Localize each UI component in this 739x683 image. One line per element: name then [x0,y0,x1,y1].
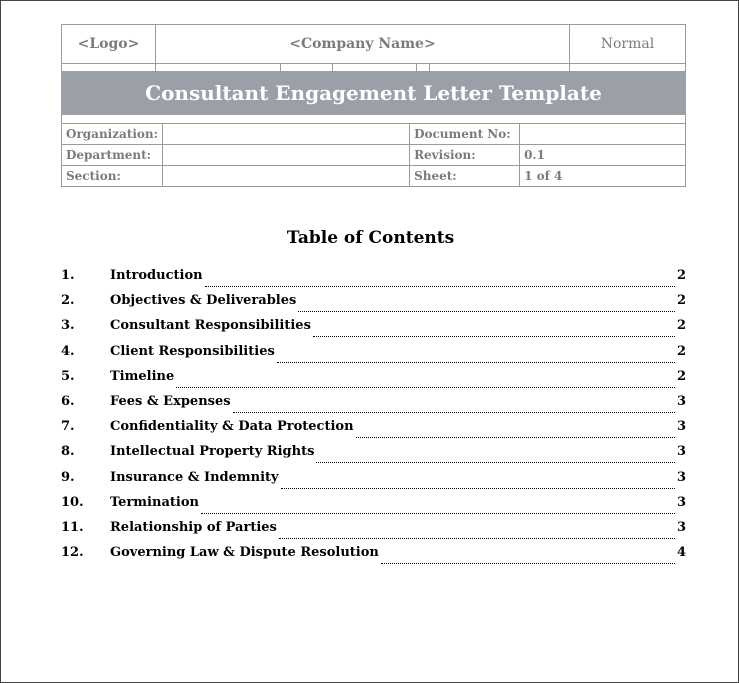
toc-heading: Table of Contents [286,228,455,248]
toc-leader-dots [356,425,675,438]
toc-item-number: 1. [61,268,75,283]
toc-item-label[interactable]: Introduction [110,268,203,283]
toc-leader-dots [205,274,675,287]
toc-item-label[interactable]: Governing Law & Dispute Resolution [110,545,379,561]
toc-leader-dots [277,350,675,363]
toc-leader-dots [233,400,675,413]
toc-item-page: 2 [676,293,686,309]
toc-leader-dots [298,299,675,312]
info-row [62,124,686,145]
toc-item-number: 5. [61,368,75,384]
toc-item[interactable] [61,367,686,392]
toc-item-number: 10. [61,494,84,510]
toc-leader-dots [316,450,675,463]
toc-item[interactable] [61,493,686,518]
toc-item[interactable] [61,266,686,291]
toc-item-label[interactable]: Fees & Expenses [110,393,231,409]
toc-item[interactable] [61,392,686,417]
toc-item-page: 2 [676,343,686,359]
toc-item-number: 8. [61,444,75,460]
toc-item[interactable] [61,442,686,467]
toc-item-number: 9. [61,469,75,485]
revision-label: Revision: [410,145,520,166]
toc-item-number: 7. [61,419,75,435]
toc-item[interactable] [61,417,686,442]
header-table [61,24,686,64]
section-label: Section: [62,166,163,187]
toc-item-number: 3. [61,318,75,334]
toc-item-page: 2 [676,318,686,334]
toc-item-page: 3 [676,393,686,409]
toc-item-label[interactable]: Client Responsibilities [110,343,275,359]
info-row [62,166,686,187]
toc-item-page: 3 [676,444,686,460]
toc-item-number: 2. [61,293,75,309]
toc-leader-dots [281,476,675,489]
logo-placeholder: <Logo> [62,25,156,63]
document-no-label: Document No: [410,124,520,145]
organization-value [163,124,410,145]
toc-item[interactable] [61,468,686,493]
toc-item-label[interactable]: Confidentiality & Data Protection [110,419,354,435]
style-label: Normal [600,36,655,52]
header-divider-ticks [61,64,686,71]
toc-item-label[interactable]: Intellectual Property Rights [110,444,315,460]
toc-item-label[interactable]: Relationship of Parties [110,519,277,535]
title-divider-ticks [61,115,686,123]
organization-label: Organization: [62,124,163,145]
revision-value: 0.1 [520,145,686,166]
toc-item-page: 2 [676,368,686,384]
toc-item-page: 3 [676,519,686,535]
info-row [62,145,686,166]
document-title: Consultant Engagement Letter Template [145,81,602,105]
toc-item-page: 4 [676,545,686,561]
section-value [163,166,410,187]
toc-item-number: 4. [61,343,75,359]
toc-item-page: 2 [676,268,686,283]
toc-leader-dots [176,375,675,388]
toc-item-page: 3 [676,494,686,510]
toc-item-label[interactable]: Timeline [110,368,175,384]
toc-item[interactable] [61,316,686,341]
document-no-value [520,124,686,145]
toc-item-label[interactable]: Consultant Responsibilities [110,318,311,334]
toc-item[interactable] [61,543,686,568]
document-info-table [61,123,686,187]
table-of-contents [61,266,686,568]
toc-item-page: 3 [676,469,686,485]
toc-item[interactable] [61,291,686,316]
toc-item-label[interactable]: Insurance & Indemnity [110,469,279,485]
department-label: Department: [62,145,163,166]
toc-leader-dots [313,324,675,337]
toc-item-number: 12. [61,545,84,561]
department-value [163,145,410,166]
sheet-label: Sheet: [410,166,520,187]
sheet-value: 1 of 4 [520,166,686,187]
toc-leader-dots [279,526,675,539]
toc-item-label[interactable]: Objectives & Deliverables [110,293,297,309]
toc-item-page: 3 [676,419,686,435]
toc-item-number: 11. [61,519,84,535]
toc-item-label[interactable]: Termination [110,494,199,510]
toc-leader-dots [201,501,675,514]
toc-item[interactable] [61,342,686,367]
toc-leader-dots [381,551,675,564]
toc-item[interactable] [61,518,686,543]
company-name: <Company Name> [156,25,570,63]
document-title-bar [61,71,686,115]
toc-item-number: 6. [61,393,75,409]
